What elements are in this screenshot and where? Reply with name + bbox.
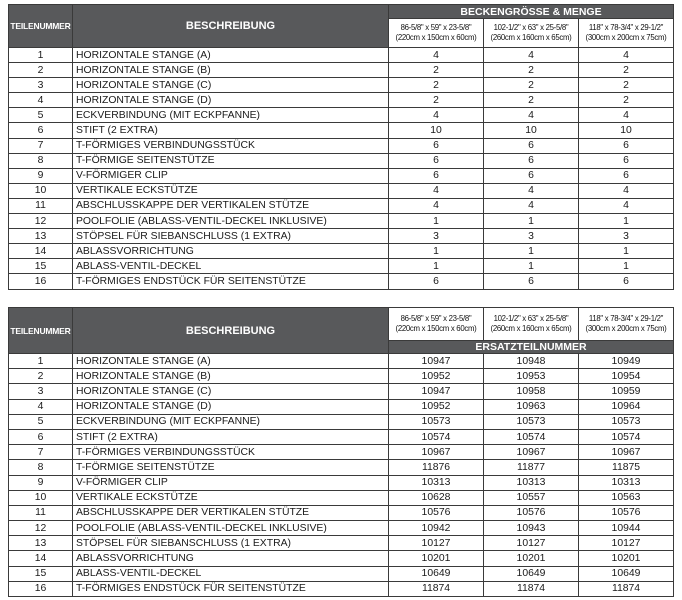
part-number-cell: 10	[9, 183, 73, 198]
value-cell-large: 10959	[579, 384, 674, 399]
table-row	[9, 259, 674, 274]
size-dims-cm: (260cm x 160cm x 65cm)	[490, 324, 572, 333]
size-header-small	[389, 19, 484, 48]
quantity-section-header: BECKENGRÖSSE & MENGE	[389, 5, 674, 19]
value-cell-large: 10954	[579, 369, 674, 384]
part-number-cell: 14	[9, 551, 73, 566]
value-cell-small: 10573	[389, 414, 484, 429]
value-cell-medium: 10	[484, 123, 579, 138]
value-cell-small: 1	[389, 214, 484, 229]
description-cell: HORIZONTALE STANGE (C)	[73, 78, 389, 93]
value-cell-small: 6	[389, 168, 484, 183]
table-row	[9, 399, 674, 414]
table-row	[9, 214, 674, 229]
table-row	[9, 581, 674, 596]
size-dims-cm: (300cm x 200cm x 75cm)	[585, 324, 667, 333]
value-cell-small: 10649	[389, 566, 484, 581]
part-number-cell: 5	[9, 414, 73, 429]
part-number-cell: 6	[9, 123, 73, 138]
value-cell-medium: 10967	[484, 445, 579, 460]
description-cell: STIFT (2 EXTRA)	[73, 429, 389, 444]
value-cell-large: 10313	[579, 475, 674, 490]
table-row	[9, 183, 674, 198]
size-header-medium	[484, 19, 579, 48]
part-number-cell: 16	[9, 274, 73, 289]
description-cell: ECKVERBINDUNG (MIT ECKPFANNE)	[73, 108, 389, 123]
part-number-header: TEILENUMMER	[9, 5, 73, 48]
table-row	[9, 93, 674, 108]
value-cell-small: 10952	[389, 369, 484, 384]
description-cell: VERTIKALE ECKSTÜTZE	[73, 490, 389, 505]
value-cell-large: 10574	[579, 429, 674, 444]
value-cell-medium: 6	[484, 168, 579, 183]
description-cell: STÖPSEL FÜR SIEBANSCHLUSS (1 EXTRA)	[73, 536, 389, 551]
description-cell: HORIZONTALE STANGE (A)	[73, 48, 389, 63]
table-row	[9, 414, 674, 429]
value-cell-small: 6	[389, 153, 484, 168]
description-cell: ABLASS-VENTIL-DECKEL	[73, 259, 389, 274]
value-cell-large: 10	[579, 123, 674, 138]
description-cell: ABLASS-VENTIL-DECKEL	[73, 566, 389, 581]
value-cell-medium: 10573	[484, 414, 579, 429]
part-number-cell: 10	[9, 490, 73, 505]
description-cell: T-FÖRMIGES ENDSTÜCK FÜR SEITENSTÜTZE	[73, 581, 389, 596]
value-cell-large: 1	[579, 214, 674, 229]
value-cell-medium: 6	[484, 153, 579, 168]
description-cell: V-FÖRMIGER CLIP	[73, 168, 389, 183]
value-cell-medium: 1	[484, 244, 579, 259]
value-cell-medium: 6	[484, 274, 579, 289]
part-number-cell: 12	[9, 214, 73, 229]
spare-parts-table	[8, 307, 674, 597]
size-dims-in: 102-1/2" x 63" x 25-5/8"	[493, 314, 569, 323]
table-row	[9, 108, 674, 123]
quantity-table	[8, 4, 674, 290]
value-cell-small: 1	[389, 259, 484, 274]
table-row	[9, 384, 674, 399]
value-cell-small: 11876	[389, 460, 484, 475]
value-cell-large: 10576	[579, 505, 674, 520]
part-number-cell: 2	[9, 369, 73, 384]
part-number-cell: 4	[9, 93, 73, 108]
table-row	[9, 460, 674, 475]
value-cell-large: 2	[579, 63, 674, 78]
value-cell-medium: 10649	[484, 566, 579, 581]
table-row	[9, 429, 674, 444]
value-cell-small: 2	[389, 93, 484, 108]
table-row	[9, 369, 674, 384]
table-row	[9, 566, 674, 581]
part-number-cell: 15	[9, 259, 73, 274]
table-row	[9, 168, 674, 183]
value-cell-small: 10628	[389, 490, 484, 505]
description-cell: ECKVERBINDUNG (MIT ECKPFANNE)	[73, 414, 389, 429]
part-number-cell: 8	[9, 153, 73, 168]
part-number-cell: 6	[9, 429, 73, 444]
value-cell-medium: 1	[484, 214, 579, 229]
value-cell-small: 11874	[389, 581, 484, 596]
part-number-cell: 14	[9, 244, 73, 259]
value-cell-large: 10964	[579, 399, 674, 414]
table-row	[9, 138, 674, 153]
size-dims-in: 86-5/8" x 59" x 23-5/8"	[400, 314, 472, 323]
part-number-cell: 11	[9, 198, 73, 213]
value-cell-medium: 1	[484, 259, 579, 274]
value-cell-small: 10574	[389, 429, 484, 444]
size-dims-in: 86-5/8" x 59" x 23-5/8"	[400, 23, 472, 32]
part-number-cell: 9	[9, 475, 73, 490]
value-cell-medium: 10574	[484, 429, 579, 444]
value-cell-medium: 2	[484, 63, 579, 78]
part-number-cell: 13	[9, 229, 73, 244]
value-cell-large: 10201	[579, 551, 674, 566]
part-number-header: TEILENUMMER	[9, 308, 73, 354]
value-cell-medium: 4	[484, 183, 579, 198]
description-cell: ABLASSVORRICHTUNG	[73, 244, 389, 259]
description-cell: ABSCHLUSSKAPPE DER VERTIKALEN STÜTZE	[73, 198, 389, 213]
value-cell-large: 2	[579, 78, 674, 93]
value-cell-small: 10947	[389, 354, 484, 369]
value-cell-medium: 4	[484, 198, 579, 213]
value-cell-medium: 2	[484, 78, 579, 93]
value-cell-medium: 11877	[484, 460, 579, 475]
value-cell-large: 3	[579, 229, 674, 244]
description-cell: HORIZONTALE STANGE (C)	[73, 384, 389, 399]
value-cell-large: 6	[579, 138, 674, 153]
value-cell-medium: 10127	[484, 536, 579, 551]
description-cell: V-FÖRMIGER CLIP	[73, 475, 389, 490]
part-number-cell: 9	[9, 168, 73, 183]
value-cell-medium: 3	[484, 229, 579, 244]
part-number-cell: 3	[9, 78, 73, 93]
description-cell: VERTIKALE ECKSTÜTZE	[73, 183, 389, 198]
value-cell-small: 10952	[389, 399, 484, 414]
value-cell-small: 10947	[389, 384, 484, 399]
value-cell-medium: 10201	[484, 551, 579, 566]
value-cell-medium: 10958	[484, 384, 579, 399]
description-cell: POOLFOLIE (ABLASS-VENTIL-DECKEL INKLUSIVE)	[73, 521, 389, 536]
value-cell-large: 10563	[579, 490, 674, 505]
table-row	[9, 445, 674, 460]
value-cell-large: 10127	[579, 536, 674, 551]
value-cell-medium: 4	[484, 108, 579, 123]
value-cell-medium: 10953	[484, 369, 579, 384]
part-number-cell: 11	[9, 505, 73, 520]
value-cell-large: 1	[579, 244, 674, 259]
value-cell-large: 4	[579, 108, 674, 123]
value-cell-large: 2	[579, 93, 674, 108]
table-row	[9, 244, 674, 259]
table-row	[9, 536, 674, 551]
value-cell-large: 10949	[579, 354, 674, 369]
description-cell: ABLASSVORRICHTUNG	[73, 551, 389, 566]
table-row	[9, 354, 674, 369]
description-cell: POOLFOLIE (ABLASS-VENTIL-DECKEL INKLUSIVE)	[73, 214, 389, 229]
table-row	[9, 48, 674, 63]
value-cell-medium: 6	[484, 138, 579, 153]
value-cell-small: 2	[389, 63, 484, 78]
part-number-cell: 12	[9, 521, 73, 536]
value-cell-small: 10127	[389, 536, 484, 551]
size-dims-cm: (220cm x 150cm x 60cm)	[395, 324, 477, 333]
value-cell-medium: 11874	[484, 581, 579, 596]
part-number-cell: 7	[9, 138, 73, 153]
value-cell-large: 1	[579, 259, 674, 274]
value-cell-large: 11875	[579, 460, 674, 475]
part-number-cell: 1	[9, 48, 73, 63]
table-row	[9, 551, 674, 566]
size-dims-in: 118" x 78-3/4" x 29-1/2"	[588, 314, 664, 323]
value-cell-small: 4	[389, 183, 484, 198]
value-cell-large: 4	[579, 183, 674, 198]
part-number-cell: 13	[9, 536, 73, 551]
value-cell-small: 10942	[389, 521, 484, 536]
description-cell: T-FÖRMIGES VERBINDUNGSSTÜCK	[73, 445, 389, 460]
description-cell: T-FÖRMIGES ENDSTÜCK FÜR SEITENSTÜTZE	[73, 274, 389, 289]
value-cell-medium: 4	[484, 48, 579, 63]
value-cell-medium: 10557	[484, 490, 579, 505]
table-row	[9, 198, 674, 213]
table-row	[9, 78, 674, 93]
value-cell-large: 11874	[579, 581, 674, 596]
table-row	[9, 490, 674, 505]
part-number-cell: 16	[9, 581, 73, 596]
description-header: BESCHREIBUNG	[73, 5, 389, 48]
description-cell: T-FÖRMIGES VERBINDUNGSSTÜCK	[73, 138, 389, 153]
value-cell-large: 4	[579, 198, 674, 213]
table-row	[9, 274, 674, 289]
value-cell-medium: 10943	[484, 521, 579, 536]
value-cell-small: 10967	[389, 445, 484, 460]
part-number-cell: 4	[9, 399, 73, 414]
description-cell: HORIZONTALE STANGE (B)	[73, 63, 389, 78]
description-cell: HORIZONTALE STANGE (A)	[73, 354, 389, 369]
value-cell-small: 4	[389, 108, 484, 123]
value-cell-large: 10967	[579, 445, 674, 460]
part-number-cell: 7	[9, 445, 73, 460]
size-dims-cm: (220cm x 150cm x 60cm)	[395, 33, 477, 42]
value-cell-large: 6	[579, 168, 674, 183]
value-cell-medium: 10313	[484, 475, 579, 490]
size-dims-cm: (260cm x 160cm x 65cm)	[490, 33, 572, 42]
table-row	[9, 229, 674, 244]
value-cell-medium: 10576	[484, 505, 579, 520]
value-cell-small: 6	[389, 274, 484, 289]
table-row	[9, 505, 674, 520]
value-cell-small: 4	[389, 48, 484, 63]
table-row	[9, 153, 674, 168]
value-cell-large: 4	[579, 48, 674, 63]
value-cell-small: 4	[389, 198, 484, 213]
part-number-cell: 2	[9, 63, 73, 78]
size-dims-cm: (300cm x 200cm x 75cm)	[585, 33, 667, 42]
size-header-medium	[484, 308, 579, 341]
value-cell-large: 10573	[579, 414, 674, 429]
value-cell-small: 2	[389, 78, 484, 93]
spare-section-header: ERSATZTEILNUMMER	[389, 341, 674, 354]
description-cell: ABSCHLUSSKAPPE DER VERTIKALEN STÜTZE	[73, 505, 389, 520]
part-number-cell: 8	[9, 460, 73, 475]
value-cell-large: 10944	[579, 521, 674, 536]
size-header-small	[389, 308, 484, 341]
size-dims-in: 102-1/2" x 63" x 25-5/8"	[493, 23, 569, 32]
size-header-large	[579, 308, 674, 341]
description-cell: HORIZONTALE STANGE (D)	[73, 399, 389, 414]
description-cell: T-FÖRMIGE SEITENSTÜTZE	[73, 460, 389, 475]
table-row	[9, 521, 674, 536]
description-header: BESCHREIBUNG	[73, 308, 389, 354]
value-cell-medium: 10948	[484, 354, 579, 369]
part-number-cell: 15	[9, 566, 73, 581]
value-cell-medium: 10963	[484, 399, 579, 414]
part-number-cell: 1	[9, 354, 73, 369]
value-cell-small: 10576	[389, 505, 484, 520]
description-cell: HORIZONTALE STANGE (B)	[73, 369, 389, 384]
description-cell: STIFT (2 EXTRA)	[73, 123, 389, 138]
value-cell-small: 6	[389, 138, 484, 153]
table-row	[9, 63, 674, 78]
part-number-cell: 3	[9, 384, 73, 399]
value-cell-large: 6	[579, 153, 674, 168]
value-cell-small: 10	[389, 123, 484, 138]
part-number-cell: 5	[9, 108, 73, 123]
value-cell-small: 10313	[389, 475, 484, 490]
value-cell-small: 10201	[389, 551, 484, 566]
value-cell-medium: 2	[484, 93, 579, 108]
description-cell: T-FÖRMIGE SEITENSTÜTZE	[73, 153, 389, 168]
value-cell-small: 1	[389, 244, 484, 259]
size-header-large	[579, 19, 674, 48]
value-cell-large: 6	[579, 274, 674, 289]
size-dims-in: 118" x 78-3/4" x 29-1/2"	[588, 23, 664, 32]
value-cell-large: 10649	[579, 566, 674, 581]
value-cell-small: 3	[389, 229, 484, 244]
description-cell: STÖPSEL FÜR SIEBANSCHLUSS (1 EXTRA)	[73, 229, 389, 244]
table-row	[9, 123, 674, 138]
description-cell: HORIZONTALE STANGE (D)	[73, 93, 389, 108]
table-row	[9, 475, 674, 490]
